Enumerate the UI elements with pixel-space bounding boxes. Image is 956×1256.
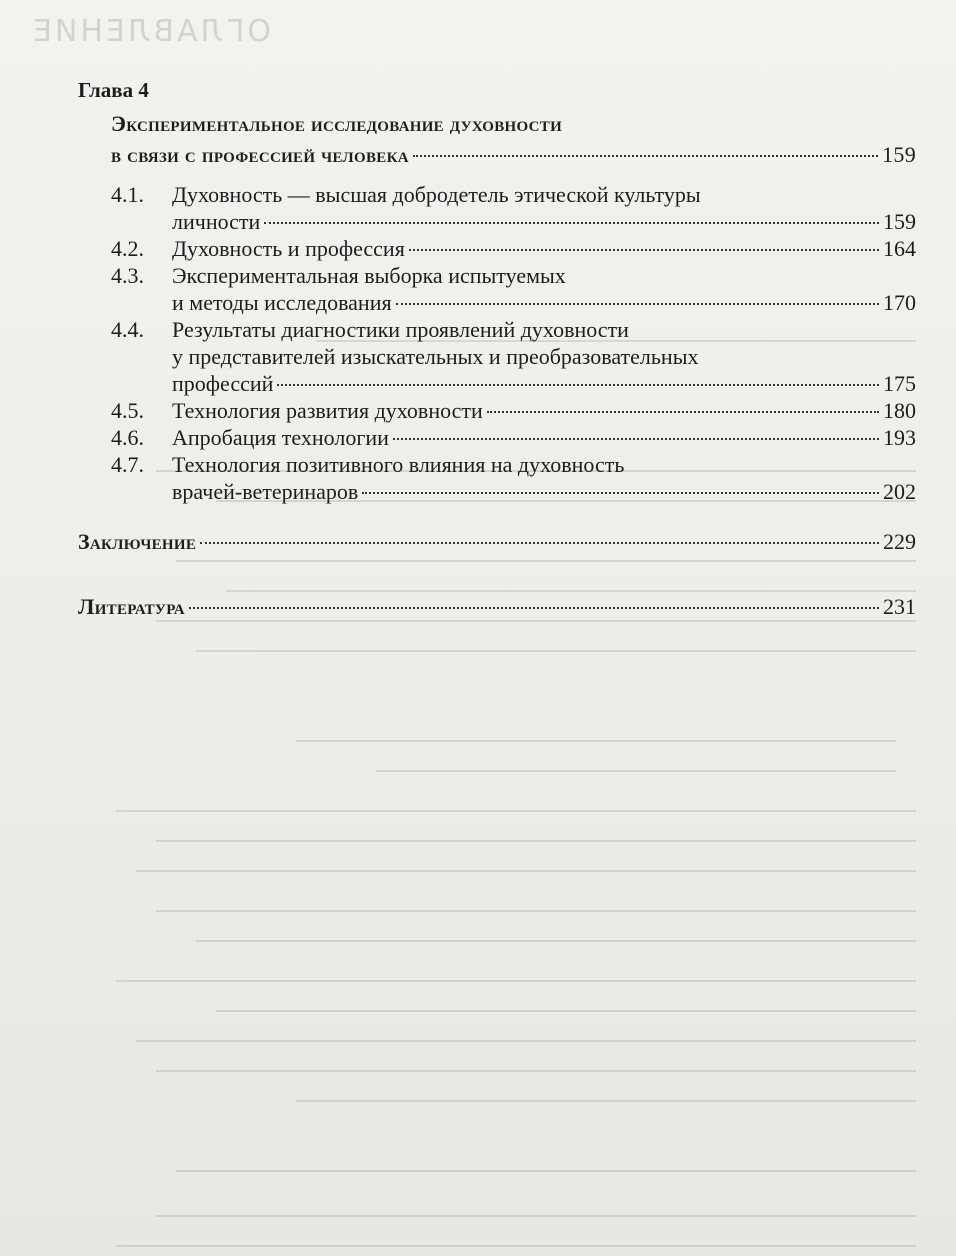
- section-title-text: Технология развития духовности: [172, 398, 483, 423]
- literature-label: Литература: [78, 594, 185, 619]
- page-number: 159: [882, 142, 916, 167]
- page-number: 229: [883, 529, 916, 554]
- section-title-text: личности: [172, 209, 261, 234]
- chapter-title-line1: Экспериментальное исследование духовности: [111, 111, 563, 136]
- section-title-text: Результаты диагностики проявлений духовности: [172, 317, 629, 342]
- page-number: 193: [883, 425, 916, 450]
- section-title-line: [172, 289, 916, 316]
- section-number: 4.7.: [111, 452, 144, 477]
- page-number: 159: [883, 209, 916, 234]
- section-title-line: [172, 208, 916, 235]
- dot-leader: [200, 541, 879, 544]
- chapter-title-line2: в связи с профессией человека 159: [111, 142, 916, 167]
- section-title-line: [172, 451, 916, 478]
- section-title-line: [172, 181, 916, 208]
- section-number: 4.3.: [111, 263, 144, 288]
- section-title-line: [172, 397, 916, 424]
- page-number: 180: [883, 398, 916, 423]
- section-title-text: врачей-ветеринаров: [172, 479, 359, 504]
- section-title-line: [172, 316, 916, 343]
- section-title-line: [172, 235, 916, 262]
- section-title-line: [172, 424, 916, 451]
- section-number: 4.6.: [111, 425, 144, 450]
- dot-leader: [409, 248, 879, 251]
- chapter-label: Глава 4: [78, 78, 149, 102]
- section-title-text: у представителей изыскательных и преобразовательных: [172, 344, 699, 369]
- dot-leader: [362, 491, 879, 494]
- section-title-line: [172, 343, 916, 370]
- dot-leader: [413, 154, 878, 157]
- section-number: 4.5.: [111, 398, 144, 423]
- section-title-line: [172, 478, 916, 505]
- page-number: 164: [883, 236, 916, 261]
- mirrored-header: ОГЛАВЛЕНИЕ: [30, 14, 272, 49]
- section-title-text: Технология позитивного влияния на духовность: [172, 452, 625, 477]
- section-title-text: Духовность — высшая добродетель этической культуры: [172, 182, 701, 207]
- section-title-text: профессий: [172, 371, 274, 396]
- dot-leader: [487, 410, 879, 413]
- page-number: 231: [883, 594, 916, 619]
- dot-leader: [189, 606, 879, 609]
- dot-leader: [393, 437, 879, 440]
- section-title-line: [172, 370, 916, 397]
- dot-leader: [277, 383, 879, 386]
- section-title-text: Апробация технологии: [172, 425, 389, 450]
- section-number: 4.4.: [111, 317, 144, 342]
- section-number: 4.1.: [111, 182, 144, 207]
- dot-leader: [396, 302, 879, 305]
- section-title-line: [172, 262, 916, 289]
- section-title-text: Экспериментальная выборка испытуемых: [172, 263, 566, 288]
- page-number: 175: [883, 371, 916, 396]
- dot-leader: [264, 221, 879, 224]
- section-title-text: Духовность и профессия: [172, 236, 405, 261]
- page-number: 170: [883, 290, 916, 315]
- conclusion-label: Заключение: [78, 529, 197, 554]
- section-number: 4.2.: [111, 236, 144, 261]
- section-title-text: и методы исследования: [172, 290, 392, 315]
- page-number: 202: [883, 479, 916, 504]
